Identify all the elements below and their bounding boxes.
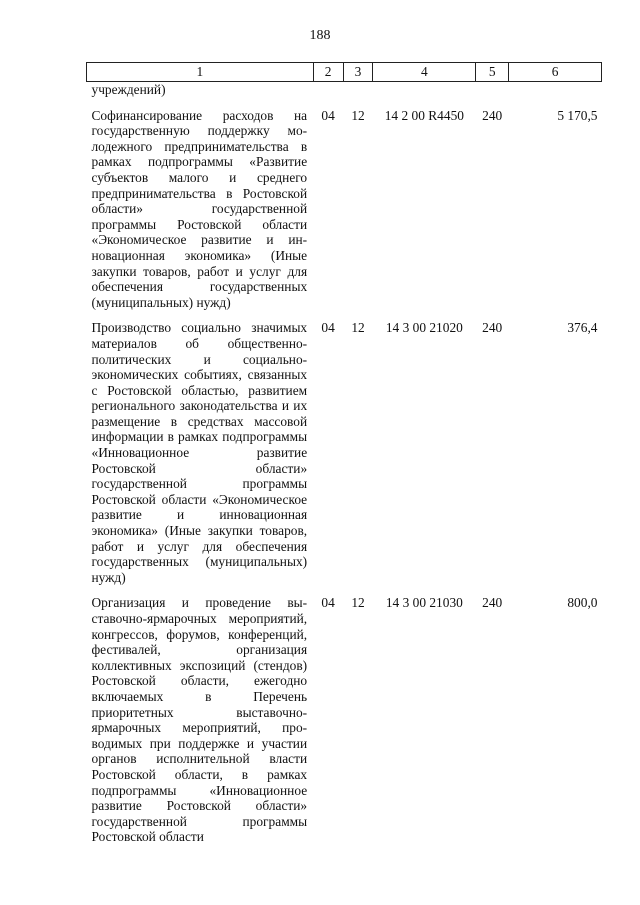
- table-row: [87, 310, 602, 585]
- row-subsection: 12: [351, 320, 365, 336]
- continuation-row: [87, 82, 602, 98]
- page-number: 188: [309, 28, 331, 43]
- row-target-code: 14 3 00 21020: [385, 320, 463, 336]
- continuation-text: учреждений): [91, 82, 166, 97]
- header-col-4: 4: [373, 63, 476, 82]
- row-expense-type: 240: [482, 320, 503, 336]
- table-header: [87, 63, 602, 82]
- budget-table: [86, 62, 602, 845]
- table-row: [87, 585, 602, 845]
- row-expense-type: 240: [482, 107, 503, 123]
- header-col-2: 2: [313, 63, 343, 82]
- row-expense-type: 240: [482, 595, 503, 611]
- row-section: 04: [321, 107, 335, 123]
- row-target-code: 14 2 00 R4450: [384, 107, 464, 123]
- row-subsection: 12: [351, 595, 365, 611]
- row-subsection: 12: [351, 107, 365, 123]
- row-description: Организация и проведение выставочно-ярмарочных мероприятий, конгрессов, форумов, конференций, фестивалей, организация коллективных экспозиций (стендов) Ростовской области, ежегодно включаемых в Перечень приоритетных выставочно-ярмарочных мероприятий, проводимых при поддержке и участии органов исполнительной власти Ростовской области, в рамках подпрограммы «Инновационное развитие Ростовской области» государственной программы Ростовской области: [91, 595, 308, 845]
- row-amount: 5 170,5: [557, 107, 598, 123]
- header-col-6: 6: [509, 63, 602, 82]
- row-amount: 376,4: [567, 320, 598, 336]
- header-col-3: 3: [343, 63, 373, 82]
- header-col-5: 5: [476, 63, 509, 82]
- row-description: Производство социально значимых материалов об общественно-политических и социально-экономических событиях, связанных с Ростовской областью, развитием регионального законодательства и их размещение в средствах массовой информации в рамках подпрограммы «Инновационное развитие Ростовской области» государственной программы Ростовской области «Экономическое развитие и инновационная экономика» (Иные закупки товаров, работ и услуг для обеспечения государственных (муниципальных) нужд): [91, 320, 308, 585]
- row-target-code: 14 3 00 21030: [385, 595, 463, 611]
- row-amount: 800,0: [567, 595, 598, 611]
- table-row: [87, 98, 602, 311]
- row-description: Софинансирование расходов на государственную поддержку молодежного предпринимательства в рамках подпрограммы «Развитие субъектов малого и среднего предпринимательства в Ростовской области» государственной программы Ростовской области «Экономическое развитие и инновационная экономика» (Иные закупки товаров, работ и услуг для обеспечения государственных (муниципальных) нужд): [91, 107, 308, 310]
- row-section: 04: [321, 595, 335, 611]
- row-section: 04: [321, 320, 335, 336]
- header-col-1: 1: [87, 63, 314, 82]
